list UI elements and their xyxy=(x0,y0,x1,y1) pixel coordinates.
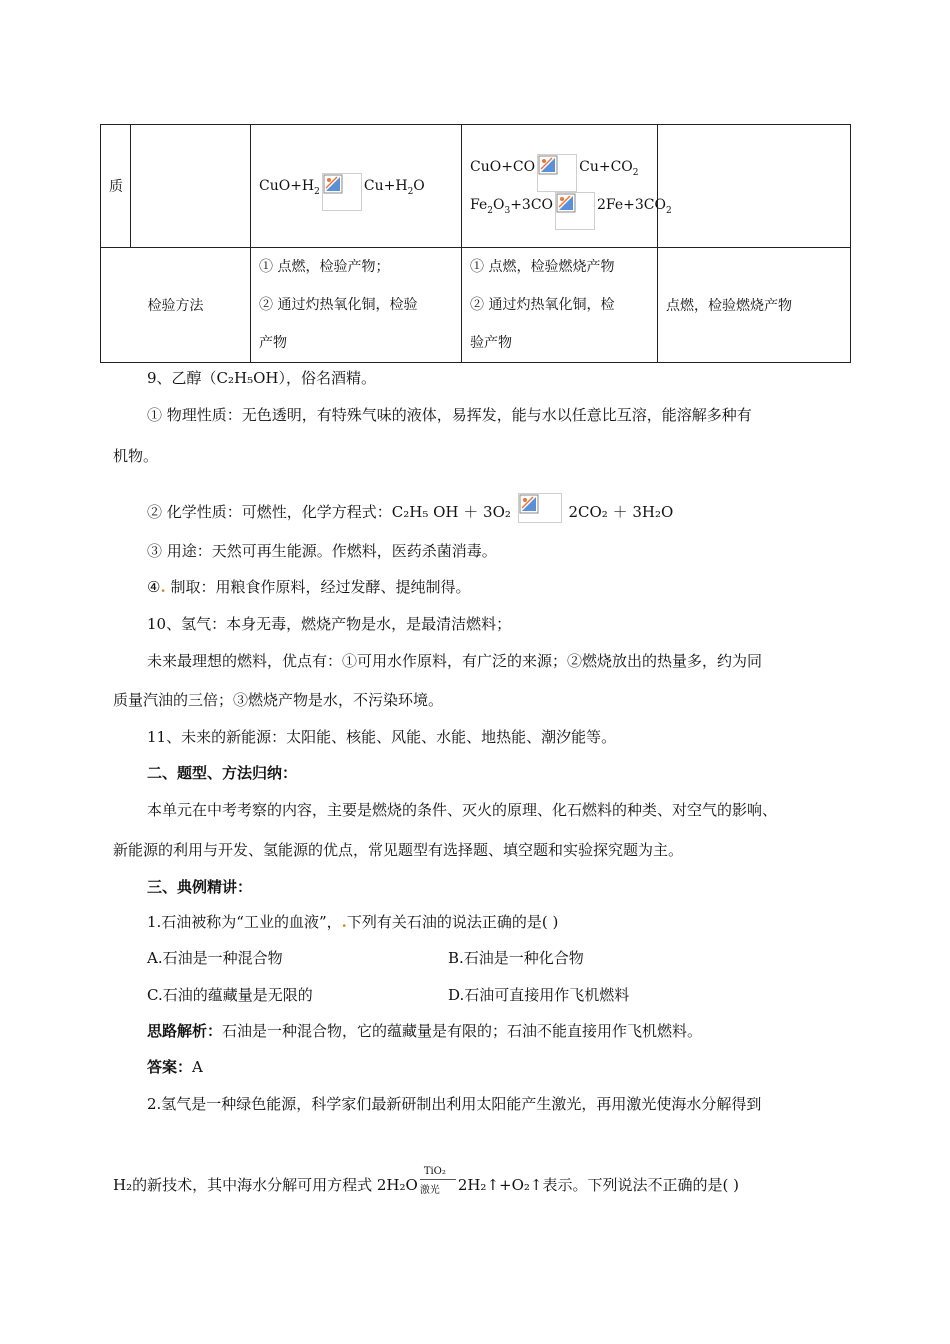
question-2: 2.氢气是一种绿色能源，科学家们最新研制出利用太阳能产生激光，再用激光使海水分解得到 xyxy=(147,1095,762,1113)
analysis xyxy=(147,1021,853,1041)
heading-text: 二、题型、方法归纳： xyxy=(147,764,298,782)
question-text: 下列有关石油的说法正确的是( ) xyxy=(346,913,559,931)
reaction-condition xyxy=(418,1162,458,1200)
cell-line: ② 通过灼热氧化铜，检 xyxy=(470,297,615,313)
list-number: ④ xyxy=(147,578,161,596)
equation-text: CuO+H xyxy=(259,178,315,194)
question-2-cont xyxy=(113,1162,853,1200)
equation-text: 2CO₂ ＋ 3H₂O xyxy=(568,503,674,521)
paragraph-summary-cont: 新能源的利用与开发、氢能源的优点，常见题型有选择题、填空题和实验探究题为主。 xyxy=(113,841,684,859)
broken-image-icon xyxy=(518,493,562,523)
cell-line: 产物 xyxy=(259,335,287,351)
paragraph-production xyxy=(147,577,853,597)
option-c: C.石油的蕴藏量是无限的 xyxy=(147,986,313,1004)
table-row xyxy=(101,125,851,248)
equation-text: Fe xyxy=(470,197,488,213)
orange-dot: . xyxy=(160,578,166,596)
answer xyxy=(147,1057,853,1077)
paragraph-physical-cont: 机物。 xyxy=(113,447,159,465)
equation-text: 2Fe+3CO xyxy=(597,197,666,213)
equation-text: Cu+H xyxy=(363,178,408,194)
co-reaction-cell: CuO+CO $Cu+CO_2$ $Fe_2O_3+3CO$ $2Fe+3CO_2$ xyxy=(462,125,658,248)
broken-image-icon xyxy=(555,192,595,230)
cell-line: ② 通过灼热氧化铜，检验 xyxy=(259,297,418,313)
equation-text: CuO+CO xyxy=(470,159,536,175)
cell-line: ① 点燃，检验燃烧产物 xyxy=(470,259,615,275)
paragraph-uses: ③ 用途：天然可再生能源。作燃料，医药杀菌消毒。 xyxy=(147,542,497,560)
condition-label: 激光 xyxy=(419,1185,440,1196)
cell-line: ① 点燃，检验产物； xyxy=(259,259,390,275)
empty-cell xyxy=(131,125,251,248)
row-label: 检验方法 xyxy=(101,248,251,363)
option-d: D.石油可直接用作飞机燃料 xyxy=(448,986,630,1004)
paragraph-hydrogen: 10、氢气：本身无毒，燃烧产物是水，是最清洁燃料； xyxy=(147,615,512,633)
answer-label: 答案： xyxy=(147,1058,193,1076)
paragraph-ethanol: 9、乙醇（C₂H₅OH），俗名酒精。 xyxy=(147,369,377,387)
question-text: 2H₂↑+O₂↑表示。下列说法不正确的是( ) xyxy=(457,1176,739,1194)
section-heading xyxy=(147,877,853,897)
heading-text: 三、典例精讲： xyxy=(147,878,253,896)
question-1 xyxy=(147,912,853,932)
answer-text: A xyxy=(192,1058,203,1076)
analysis-text: 石油是一种混合物，它的蕴藏量是有限的；石油不能直接用作飞机燃料。 xyxy=(222,1022,703,1040)
h2-test-cell xyxy=(251,248,462,363)
paragraph-new-energy: 11、未来的新能源：太阳能、核能、风能、水能、地热能、潮汐能等。 xyxy=(147,728,617,746)
analysis-label: 思路解析： xyxy=(147,1022,223,1040)
equation-text: ② 化学性质：可燃性，化学方程式：C₂H₅ OH ＋ 3O₂ xyxy=(147,503,511,521)
paragraph-hydrogen-benefits: 未来最理想的燃料，优点有：①可用水作原料，有广泛的来源；②燃烧放出的热量多，约为同 xyxy=(147,652,763,670)
h2-reaction-cell: $CuO+H_2$ $Cu+H_2O$ xyxy=(251,125,462,248)
co-test-cell xyxy=(462,248,658,363)
option-a: A.石油是一种混合物 xyxy=(147,949,283,967)
option-b: B.石油是一种化合物 xyxy=(448,949,584,967)
paragraph-chemical xyxy=(147,493,853,523)
row-label: 质 xyxy=(101,125,131,248)
section-heading xyxy=(147,763,853,783)
question-text: H₂的新技术，其中海水分解可用方程式 2H₂O xyxy=(113,1176,418,1194)
question-text: 1.石油被称为“工业的血液”， xyxy=(147,913,342,931)
equation-text: +3CO xyxy=(510,197,554,213)
paragraph-hydrogen-benefits-cont: 质量汽油的三倍；③燃烧产物是水，不污染环境。 xyxy=(113,691,444,709)
equation-text: O xyxy=(492,197,505,213)
cell-line: 验产物 xyxy=(470,335,512,351)
broken-image-icon xyxy=(322,173,362,211)
orange-dot: . xyxy=(341,913,347,931)
paragraph-summary: 本单元在中考考察的内容，主要是燃烧的条件、灭火的原理、化石燃料的种类、对空气的影响、 xyxy=(147,801,778,819)
properties-table xyxy=(100,124,851,363)
equation-text: Cu+CO xyxy=(579,159,633,175)
ch4-test-cell: 点燃，检验燃烧产物 xyxy=(658,248,851,363)
catalyst-label: TiO₂ xyxy=(423,1166,446,1177)
table-row xyxy=(101,248,851,363)
paragraph-physical: ① 物理性质：无色透明，有特殊气味的液体，易挥发，能与水以任意比互溶，能溶解多种有 xyxy=(147,406,752,424)
paragraph-text: 制取：用粮食作原料，经过发酵、提纯制得。 xyxy=(165,578,471,596)
empty-cell xyxy=(658,125,851,248)
